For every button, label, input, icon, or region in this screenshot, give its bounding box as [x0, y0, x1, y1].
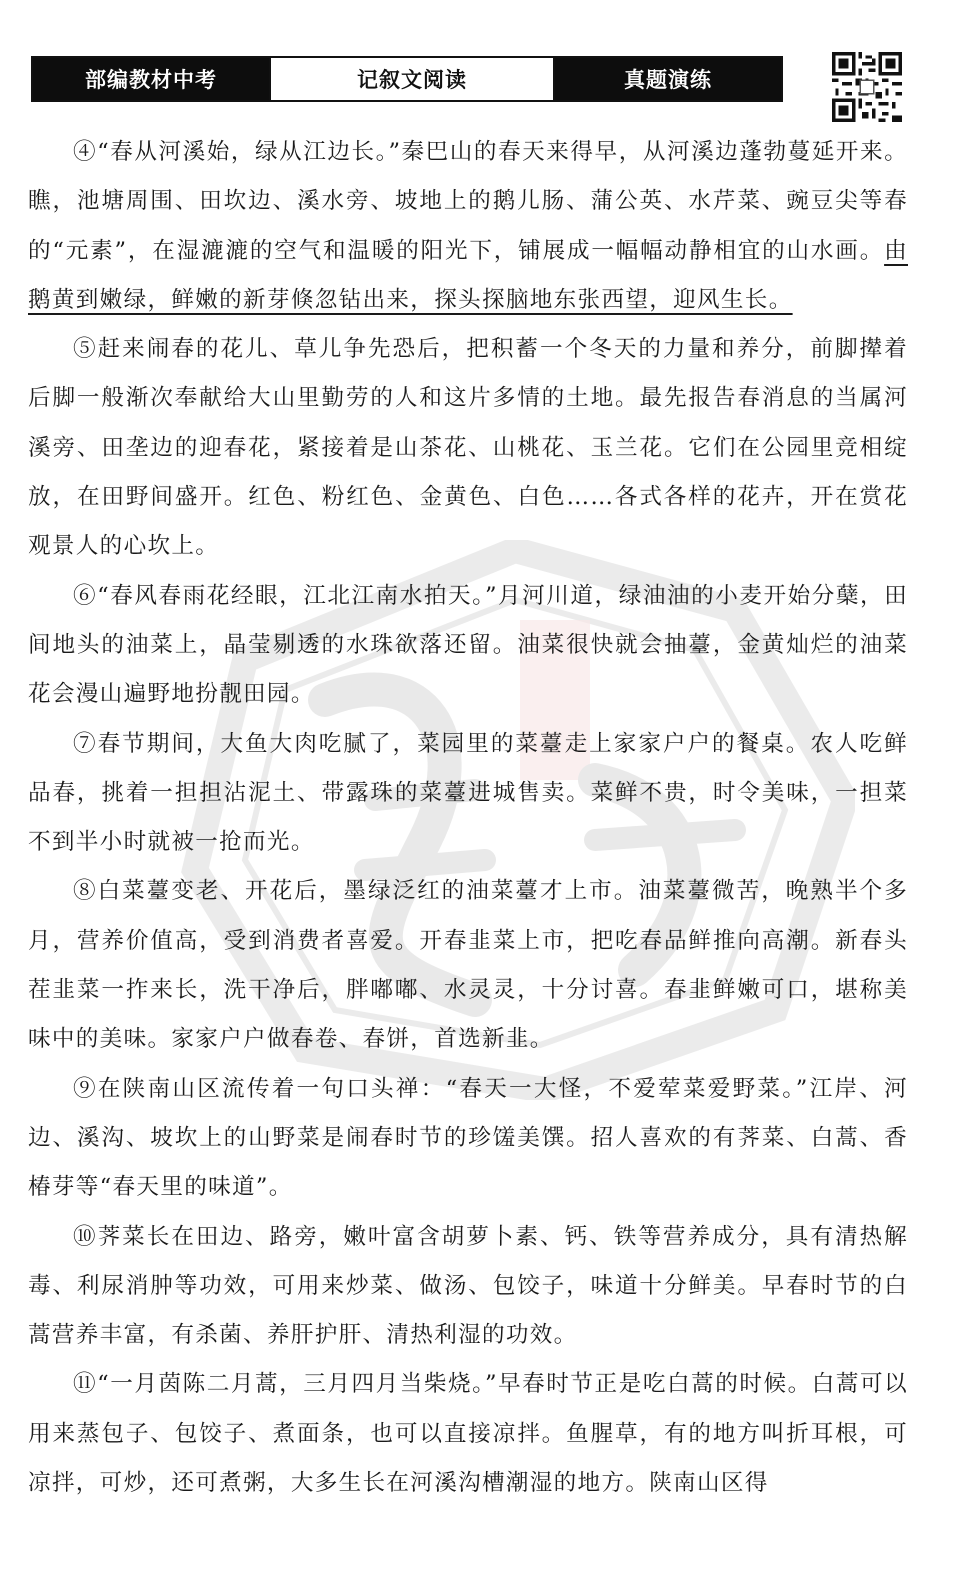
paragraph-4 — [28, 128, 908, 325]
paragraph-7: ⑦春节期间，大鱼大肉吃腻了，菜园里的菜薹走上家家户户的餐桌。农人吃鲜品春，挑着一担担沾泥土、带露珠的菜薹进城售卖。菜鲜不贵，时令美味，一担菜不到半小时就被一抢而光。 — [28, 730, 908, 856]
paragraph-8: ⑧白菜薹变老、开花后，墨绿泛红的油菜薹才上市。油菜薹微苦，晚熟半个多月，营养价值高，受到消费者喜爱。开春韭菜上市，把吃春品鲜推向高潮。新春头茬韭菜一拃来长，洗干净后，胖嘟嘟、水灵灵，十分讨喜。春韭鲜嫩可口，堪称美味中的美味。家家户户做春卷、春饼，首选新韭。 — [28, 878, 908, 1053]
header-category: 部编教材中考 — [33, 58, 269, 100]
paragraph-9: ⑨在陕南山区流传着一句口头禅：“春天一大怪，不爱荤菜爱野菜。”江岸、河边、溪沟、坡坎上的山野菜是闹春时节的珍馐美馔。招人喜欢的有荠菜、白蒿、香椿芽等“春天里的味道”。 — [28, 1075, 908, 1201]
paragraph-5: ⑤赶来闹春的花儿、草儿争先恐后，把积蓄一个冬天的力量和养分，前脚撵着后脚一般渐次奉献给大山里勤劳的人和这片多情的土地。最先报告春消息的当属河溪旁、田垄边的迎春花，紧接着是山茶花、山桃花、玉兰花。它们在公园里竞相绽放，在田野间盛开。红色、粉红色、金黄色、白色……各式各样的花卉，开在赏花观景人的心坎上。 — [28, 336, 908, 560]
paragraph-10: ⑩荠菜长在田边、路旁，嫩叶富含胡萝卜素、钙、铁等营养成分，具有清热解毒、利尿消肿等功效，可用来炒菜、做汤、包饺子，味道十分鲜美。早春时节的白蒿营养丰富，有杀菌、养肝护肝、清热利湿的功效。 — [28, 1223, 908, 1349]
header-title: 记叙文阅读 — [269, 58, 555, 100]
header-subtitle: 真题演练 — [555, 58, 781, 100]
qr-code-icon — [832, 52, 902, 122]
underlined-sentence: 由鹅黄到嫩绿，鲜嫩的新芽倏忽钻出来，探头探脑地东张西望，迎风生长。 — [28, 237, 908, 313]
article-body — [28, 128, 908, 1508]
paragraph-6: ⑥“春风春雨花经眼，江北江南水拍天。”月河川道，绿油油的小麦开始分蘖，田间地头的油菜上，晶莹剔透的水珠欲落还留。油菜很快就会抽薹，金黄灿烂的油菜花会漫山遍野地扮靓田园。 — [28, 582, 908, 708]
paragraph-4-text: ④“春从河溪始，绿从江边长。”秦巴山的春天来得早，从河溪边蓬勃蔓延开来。瞧，池塘周围、田坎边、溪水旁、坡地上的鹅儿肠、蒲公英、水芹菜、豌豆尖等春的“元素”，在湿漉漉的空气和温暖的阳光下，铺展成一幅幅动静相宜的山水画。 — [28, 139, 908, 264]
paragraph-11: ⑪“一月茵陈二月蒿，三月四月当柴烧。”早春时节正是吃白蒿的时候。白蒿可以用来蒸包子、包饺子、煮面条，也可以直接凉拌。鱼腥草，有的地方叫折耳根，可凉拌，可炒，还可煮粥，大多生长在河溪沟槽潮湿的地方。陕南山区得 — [28, 1371, 908, 1497]
section-header — [31, 56, 783, 102]
